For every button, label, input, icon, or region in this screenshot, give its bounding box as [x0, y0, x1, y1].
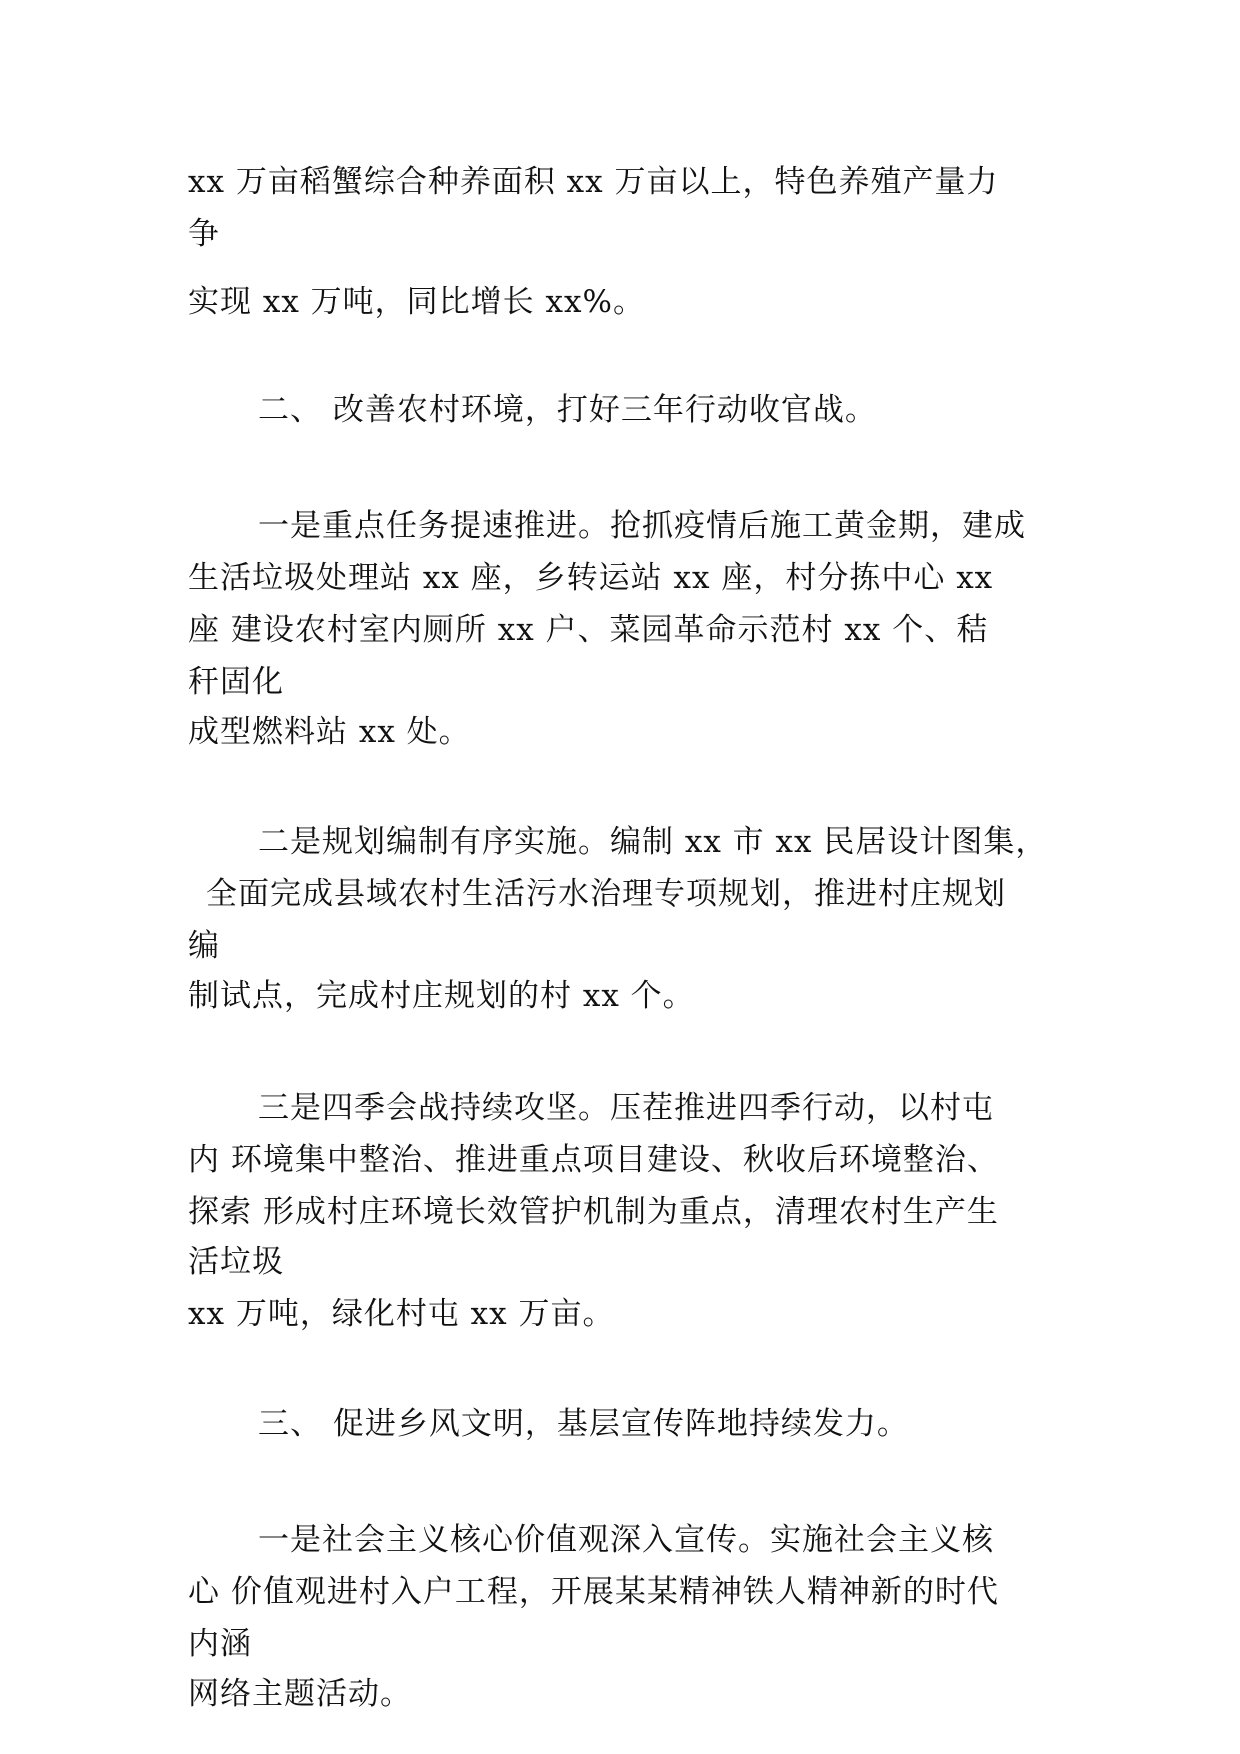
paragraph-line: 秆固化 — [188, 664, 284, 700]
paragraph-line: xx 万吨，绿化村屯 xx 万亩。 — [188, 1296, 615, 1332]
paragraph-line: 生活垃圾处理站 xx 座，乡转运站 xx 座，村分拣中心 xx — [188, 560, 994, 596]
paragraph-line: 活垃圾 — [188, 1244, 284, 1280]
paragraph-line: 二是规划编制有序实施。编制 xx 市 xx 民居设计图集， — [258, 824, 1048, 860]
paragraph-line: 内涵 — [188, 1626, 252, 1662]
text-line: 实现 xx 万吨，同比增长 xx%。 — [188, 284, 645, 320]
paragraph-line: 三是四季会战持续攻坚。压茬推进四季行动，以村屯 — [258, 1090, 994, 1126]
paragraph-line: 座 建设农村室内厕所 xx 户、菜园革命示范村 xx 个、秸 — [188, 612, 989, 648]
paragraph-line: 心 价值观进村入户工程，开展某某精神铁人精神新的时代 — [188, 1574, 999, 1610]
paragraph-line: 一是社会主义核心价值观深入宣传。实施社会主义核 — [258, 1522, 994, 1558]
paragraph-line: 编 — [188, 928, 220, 964]
paragraph-line: 探索 形成村庄环境长效管护机制为重点，清理农村生产生 — [188, 1194, 999, 1230]
section-heading: 二、 改善农村环境，打好三年行动收官战。 — [258, 392, 877, 428]
paragraph-line: 制试点，完成村庄规划的村 xx 个。 — [188, 978, 695, 1014]
paragraph-line: 成型燃料站 xx 处。 — [188, 714, 471, 750]
paragraph-line: 内 环境集中整治、推进重点项目建设、秋收后环境整治、 — [188, 1142, 999, 1178]
paragraph-line: 网络主题活动。 — [188, 1676, 412, 1712]
text-line: 争 — [188, 216, 220, 252]
text-line: xx 万亩稻蟹综合种养面积 xx 万亩以上，特色养殖产量力 — [188, 164, 999, 200]
paragraph-line: 全面完成县域农村生活污水治理专项规划，推进村庄规划 — [206, 876, 1006, 912]
section-heading: 三、 促进乡风文明，基层宣传阵地持续发力。 — [258, 1406, 909, 1442]
paragraph-line: 一是重点任务提速推进。抢抓疫情后施工黄金期，建成 — [258, 508, 1026, 544]
